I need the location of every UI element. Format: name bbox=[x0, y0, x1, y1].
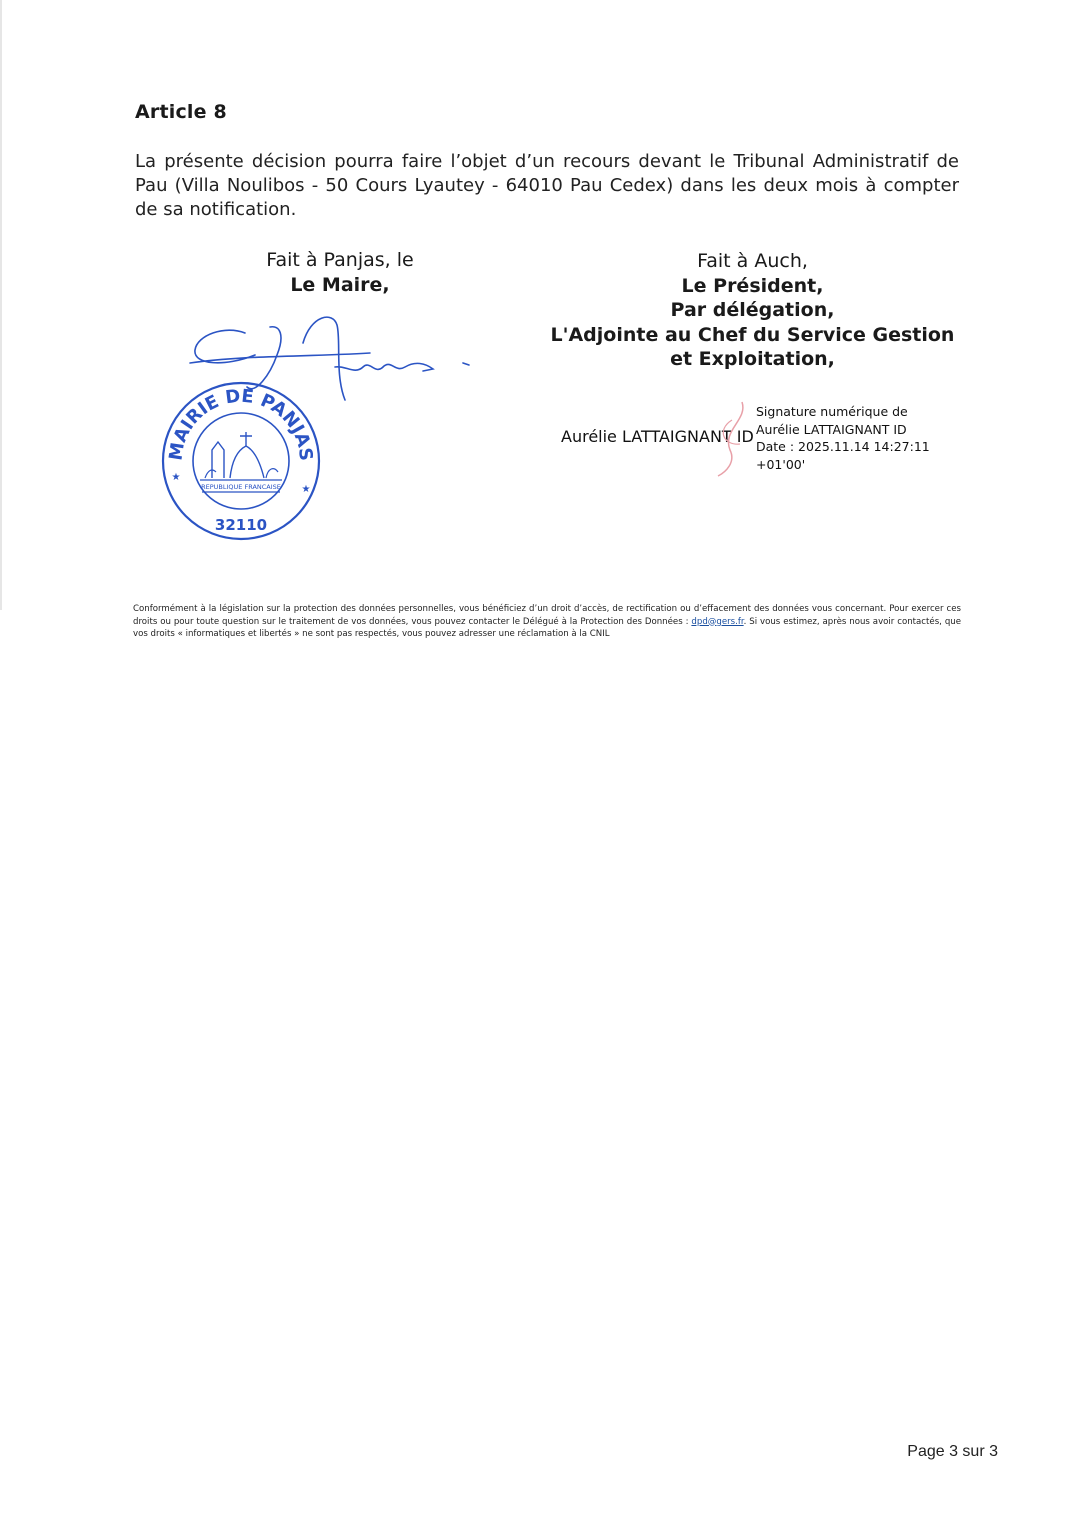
svg-text:★: ★ bbox=[171, 472, 181, 483]
digital-signer-name: Aurélie LATTAIGNANT ID bbox=[561, 427, 754, 446]
article-body: La présente décision pourra faire l’objet d’un recours devant le Tribunal Administratif de Pau (Villa Noulibos - 50 Cours Lyautey - 64010 Pau Cedex) dans les deux mois à compter de sa notification. bbox=[135, 151, 959, 220]
stamp-postcode: 32110 bbox=[214, 516, 268, 534]
digital-signature-mark-icon bbox=[712, 400, 752, 480]
digital-signature-line-4: +01'00' bbox=[756, 456, 806, 472]
svg-text:★: ★ bbox=[301, 484, 311, 495]
digital-signature-line-2: Aurélie LATTAIGNANT ID bbox=[756, 421, 907, 437]
mairie-stamp-icon bbox=[160, 380, 322, 542]
president-role-line-2: et Exploitation, bbox=[670, 348, 835, 370]
mayor-place-line: Fait à Panjas, le bbox=[266, 249, 414, 271]
president-signature-block bbox=[550, 249, 955, 372]
digital-signature-line-3: Date : 2025.11.14 14:27:11 bbox=[756, 439, 930, 454]
president-role-line-1: L'Adjointe au Chef du Service Gestion bbox=[550, 323, 955, 346]
stamp-top-text: MAIRIE DE PANJAS bbox=[165, 385, 317, 462]
page-number: Page 3 sur 3 bbox=[907, 1443, 998, 1460]
digital-signature-line-1: Signature numérique de bbox=[756, 404, 908, 419]
gdpr-notice-text-start: Conformément à la législation sur la protection des données personnelles, vous bénéficiez d’un droit d’accès, de rectification ou d’effacement des données vous concernant. Pour exercer ces droits ou pour toute question sur le traitement de vos données, vous pouvez contacter le Délégué à la Protection des Données : bbox=[133, 604, 961, 627]
dpd-email-link[interactable]: dpd@gers.fr bbox=[691, 616, 744, 627]
scan-edge bbox=[0, 0, 2, 610]
gdpr-notice-text-end: . Si vous estimez, après nous avoir contactés, que vos droits « informatiques et libertés » ne sont pas respectés, vous pouvez adresser une réclamation à la CNIL bbox=[133, 616, 962, 639]
president-title: Le Président, bbox=[681, 274, 824, 297]
gdpr-notice bbox=[133, 603, 961, 641]
article-title: Article 8 bbox=[135, 101, 227, 123]
president-delegation: Par délégation, bbox=[670, 299, 835, 321]
mayor-title: Le Maire, bbox=[290, 274, 390, 296]
mayor-signature-block bbox=[200, 248, 480, 298]
president-place-line: Fait à Auch, bbox=[697, 250, 808, 272]
stamp-band-text: REPUBLIQUE FRANCAISE bbox=[201, 483, 281, 491]
digital-signature-info bbox=[756, 403, 930, 473]
